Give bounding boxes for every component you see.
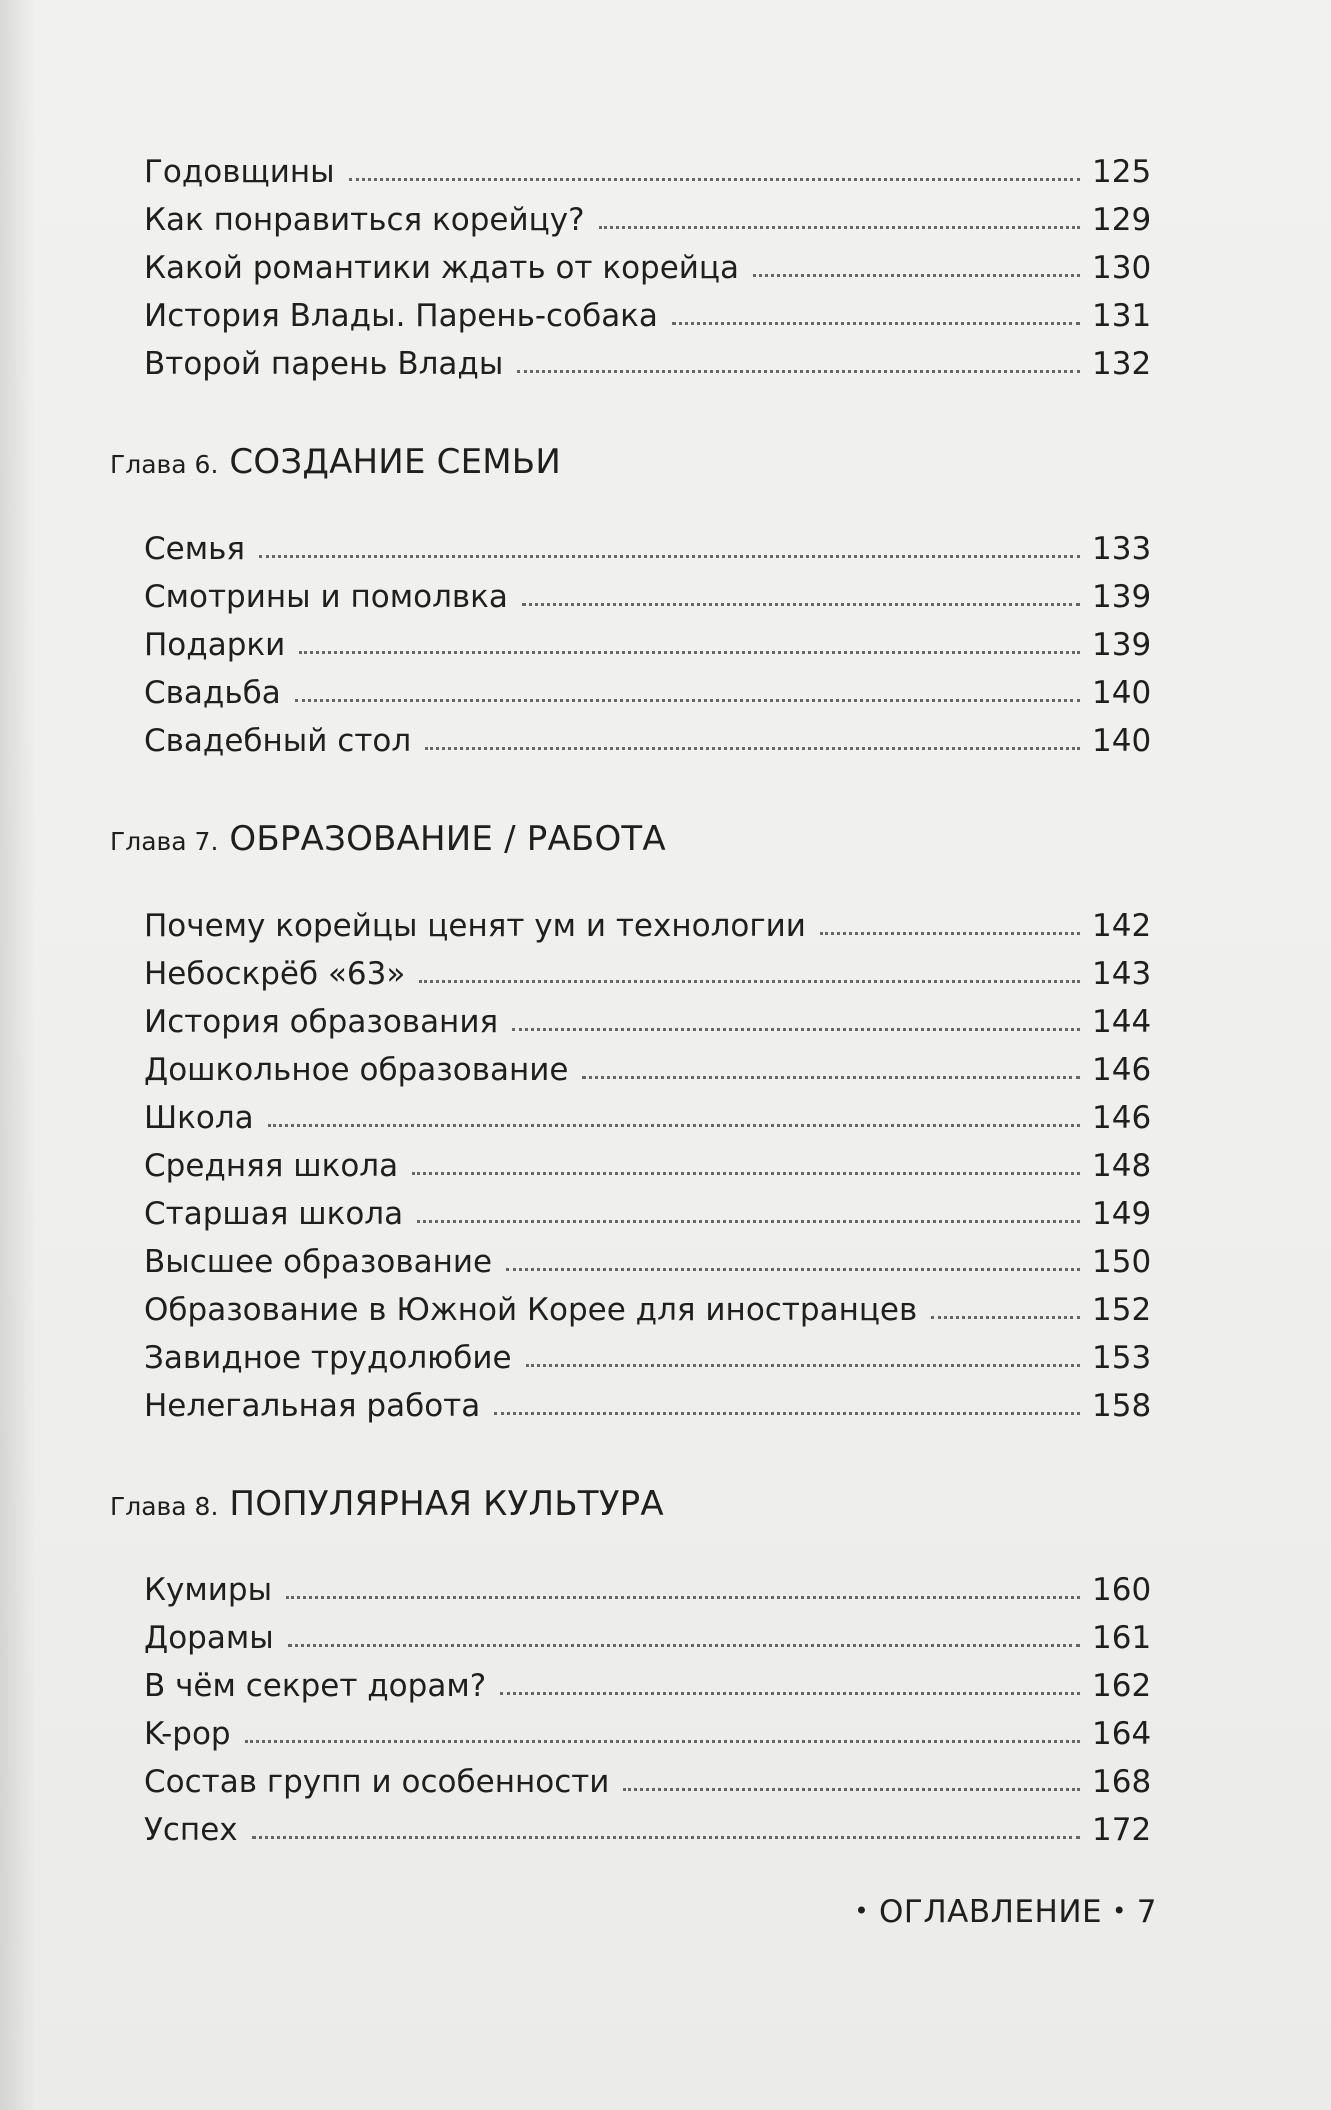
toc-entry-page: 129 (1092, 202, 1152, 238)
chapter-title: ПОПУЛЯРНАЯ КУЛЬТУРА (229, 1483, 664, 1524)
toc-entry (144, 1134, 1150, 1182)
toc-entry-title: Какой романтики ждать от корейца (144, 250, 740, 286)
dot-leader (412, 1172, 1080, 1175)
footer-bullet-right: • (1112, 1897, 1127, 1925)
chapter-title: ОБРАЗОВАНИЕ / РАБОТА (229, 818, 666, 859)
dot-leader (517, 370, 1080, 373)
toc-entry-title: Состав групп и особенности (144, 1764, 610, 1801)
toc-entry-page: 172 (1092, 1812, 1152, 1849)
toc-entry (144, 284, 1150, 332)
toc-entry (144, 1278, 1150, 1326)
toc-entry-title: Семья (144, 530, 246, 567)
toc-entry-title: Завидное трудолюбие (144, 1339, 512, 1376)
toc-entry (144, 332, 1150, 380)
toc-entry-page: 133 (1092, 530, 1152, 567)
dot-leader (288, 1644, 1080, 1647)
toc-entry-page: 158 (1092, 1387, 1152, 1424)
dot-leader (349, 178, 1080, 181)
toc-entry-title: Годовщины (144, 154, 335, 190)
dot-leader (419, 980, 1080, 983)
toc-entry-title: Нелегальная работа (144, 1387, 481, 1424)
dot-leader (417, 1220, 1080, 1223)
dot-leader (245, 1740, 1080, 1743)
toc-entry (144, 1230, 1150, 1278)
dot-leader (252, 1836, 1080, 1839)
running-footer (844, 1894, 1157, 1930)
toc-entry (144, 1606, 1152, 1657)
dot-leader (512, 1028, 1080, 1031)
toc-list-chapter-6 (110, 517, 1150, 757)
toc-entry-title: Подарки (144, 626, 286, 663)
chapter-prefix: Глава 8. (110, 1491, 219, 1521)
toc-entry (144, 613, 1150, 661)
toc-entry-title: Образование в Южной Корее для иностранцев (144, 1291, 918, 1328)
dot-leader (500, 1692, 1080, 1695)
chapter-heading (110, 1484, 1150, 1525)
table-of-contents (110, 140, 1152, 1849)
dot-leader (599, 226, 1080, 229)
dot-leader (672, 322, 1080, 325)
footer-bullet-left: • (854, 1897, 870, 1925)
toc-entry-page: 143 (1092, 955, 1152, 992)
toc-entry-title: Дошкольное образование (144, 1051, 569, 1088)
toc-entry-page: 150 (1092, 1243, 1152, 1280)
toc-entry-page: 160 (1092, 1572, 1152, 1609)
dot-leader (286, 1596, 1080, 1599)
toc-entry-page: 140 (1092, 722, 1152, 759)
toc-entry-page: 146 (1092, 1051, 1152, 1088)
toc-entry-page: 152 (1092, 1291, 1152, 1328)
chapter-heading (110, 819, 1150, 860)
toc-entry-page: 139 (1092, 578, 1152, 615)
footer-label: ОГЛАВЛЕНИЕ (879, 1894, 1103, 1930)
toc-entry (144, 709, 1150, 757)
toc-entry-page: 146 (1092, 1099, 1152, 1136)
chapter-prefix: Глава 6. (110, 450, 219, 479)
toc-entry-page: 148 (1092, 1147, 1152, 1184)
section-spacer (110, 1422, 1150, 1484)
toc-entry-page: 130 (1092, 250, 1152, 286)
dot-leader (526, 1364, 1080, 1367)
toc-entry-title: Свадьба (144, 674, 281, 711)
toc-entry-title: Второй парень Влады (144, 346, 504, 382)
dot-leader (494, 1412, 1080, 1415)
toc-entry (144, 1558, 1152, 1609)
toc-entry (144, 1798, 1152, 1849)
toc-entry-page: 161 (1092, 1620, 1152, 1657)
toc-entry-page: 125 (1092, 154, 1152, 190)
toc-entry-title: Свадебный стол (144, 722, 412, 759)
toc-entry-page: 142 (1092, 907, 1152, 944)
toc-entry-title: Высшее образование (144, 1243, 493, 1280)
chapter-8-section (110, 1484, 1150, 1847)
toc-list-chapter-7 (110, 894, 1150, 1422)
toc-entry (144, 942, 1150, 990)
section-spacer (110, 757, 1150, 819)
toc-list-continued (110, 140, 1150, 380)
toc-entry-page: 139 (1092, 626, 1152, 663)
toc-entry (144, 188, 1150, 236)
chapter-title: СОЗДАНИЕ СЕМЬИ (229, 442, 561, 482)
toc-entry (144, 1326, 1150, 1374)
toc-entry-page: 162 (1092, 1668, 1152, 1705)
section-spacer (110, 380, 1150, 442)
chapter-prefix: Глава 7. (110, 826, 219, 856)
toc-entry (144, 1182, 1150, 1230)
page-edge-shadow (0, 0, 36, 2110)
toc-entry (144, 1038, 1150, 1086)
toc-entry-title: Успех (144, 1812, 238, 1849)
toc-entry-page: 168 (1092, 1764, 1152, 1801)
toc-entry-page: 149 (1092, 1195, 1152, 1232)
chapter-heading (110, 442, 1150, 483)
toc-entry (144, 140, 1150, 188)
dot-leader (820, 932, 1080, 935)
toc-entry-page: 132 (1092, 346, 1152, 382)
toc-entry-title: Небоскрёб «63» (144, 955, 406, 992)
toc-entry (144, 990, 1150, 1038)
dot-leader (259, 555, 1080, 558)
toc-entry-title: Кумиры (144, 1572, 273, 1609)
dot-leader (623, 1788, 1080, 1791)
chapter-6-section (110, 442, 1150, 757)
toc-entry-title: История образования (144, 1003, 499, 1040)
toc-entry-page: 131 (1092, 298, 1152, 334)
dot-leader (582, 1076, 1080, 1079)
dot-leader (299, 651, 1080, 654)
toc-entry-title: Дорамы (144, 1620, 274, 1657)
dot-leader (425, 747, 1080, 750)
toc-list-chapter-8 (110, 1558, 1152, 1849)
dot-leader (506, 1268, 1080, 1271)
toc-entry-title: Как понравиться корейцу? (144, 202, 585, 238)
toc-entry-page: 153 (1092, 1339, 1152, 1376)
toc-entry-title: Смотрины и помолвка (144, 578, 508, 615)
toc-entry (144, 1702, 1152, 1753)
toc-entry-title: K-pop (144, 1716, 231, 1753)
toc-entry (144, 661, 1150, 709)
toc-entry (144, 1086, 1150, 1134)
chapter-7-section (110, 819, 1150, 1422)
continued-section (110, 140, 1150, 380)
toc-entry-title: В чём секрет дорам? (144, 1668, 487, 1705)
toc-entry (144, 894, 1150, 942)
toc-entry (144, 565, 1150, 613)
toc-entry-page: 144 (1092, 1003, 1152, 1040)
toc-entry (144, 517, 1150, 565)
toc-entry (144, 1374, 1150, 1422)
toc-entry-title: Почему корейцы ценят ум и технологии (144, 907, 806, 944)
toc-entry-title: История Влады. Парень-собака (144, 298, 658, 334)
dot-leader (295, 699, 1080, 702)
toc-entry-title: Старшая школа (144, 1195, 404, 1232)
toc-entry-title: Школа (144, 1099, 254, 1136)
page-number: 7 (1136, 1894, 1157, 1930)
toc-entry-page: 164 (1092, 1716, 1152, 1753)
toc-entry-title: Средняя школа (144, 1147, 399, 1184)
dot-leader (753, 274, 1080, 277)
toc-entry (144, 1750, 1152, 1801)
dot-leader (268, 1124, 1080, 1127)
toc-entry (144, 1654, 1152, 1705)
toc-entry-page: 140 (1092, 674, 1152, 711)
dot-leader (522, 603, 1080, 606)
toc-entry (144, 236, 1150, 284)
dot-leader (931, 1316, 1080, 1319)
